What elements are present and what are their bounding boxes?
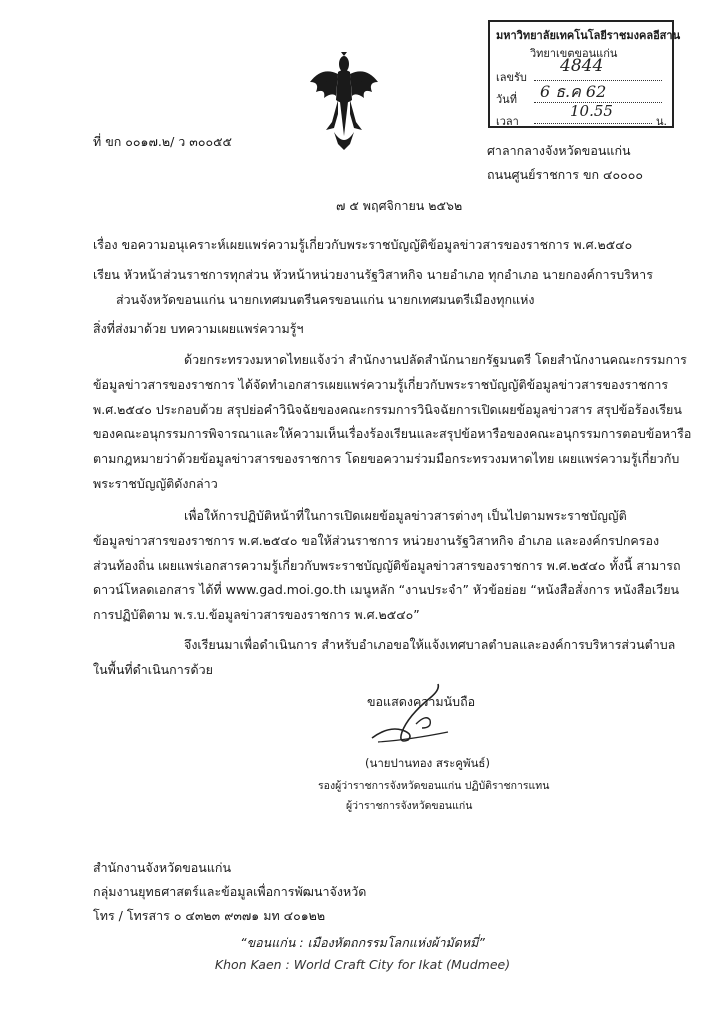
signer-title2: ผู้ว่าราชการจังหวัดขอนแก่น xyxy=(346,800,473,812)
stamp-time-label: เวลา xyxy=(496,115,519,128)
reference-number: ที่ ขก ๐๐๑๗.๒/ ว ๓๐๐๕๕ xyxy=(93,134,233,149)
receiving-stamp xyxy=(488,20,681,128)
letter-date: ๗ ๕ พฤศจิกายน ๒๕๖๒ xyxy=(336,198,463,213)
stamp-org: มหาวิทยาลัยเทคโนโลยีราชมงคลอีสาน xyxy=(496,29,681,42)
stamp-time-value: 10.55 xyxy=(570,102,613,120)
footer-division: กลุ่มงานยุทธศาสตร์และข้อมูลเพื่อการพัฒนาจังหวัด xyxy=(93,884,367,899)
para2-line: ดาวน์โหลดเอกสาร ได้ที่ www.gad.moi.go.th เมนูหลัก “งานประจำ” หัวข้อย่อย “หนังสือสั่งการ หนังสือเวียน xyxy=(93,582,680,597)
stamp-no-value: 4844 xyxy=(560,56,604,76)
para1-line: ตามกฎหมายว่าด้วยข้อมูลข่าวสารของราชการ โดยขอความร่วมมือกระทรวงมหาดไทย เผยแพร่ความรู้เกี่ยวกับ xyxy=(93,451,680,466)
subject: เรื่อง ขอความอนุเคราะห์เผยแพร่ความรู้เกี่ยวกับพระราชบัญญัติข้อมูลข่าวสารของราชการ พ.ศ.๒๕๔๐ xyxy=(93,237,633,252)
para1-line: ด้วยกระทรวงมหาดไทยแจ้งว่า สำนักงานปลัดสำนักนายกรัฐมนตรี โดยสำนักงานคณะกรรมการ xyxy=(184,352,687,367)
recipient-line1: เรียน หัวหน้าส่วนราชการทุกส่วน หัวหน้าหน่วยงานรัฐวิสาหกิจ นายอำเภอ ทุกอำเภอ นายกองค์การบริหาร xyxy=(93,267,653,282)
stamp-no-label: เลขรับ xyxy=(496,71,527,84)
footer-office: สำนักงานจังหวัดขอนแก่น xyxy=(93,860,232,875)
garuda-emblem-icon xyxy=(308,52,380,152)
closing: ขอแสดงความนับถือ xyxy=(367,694,476,709)
para2-line: เพื่อให้การปฏิบัติหน้าที่ในการเปิดเผยข้อมูลข่าวสารต่างๆ เป็นไปตามพระราชบัญญัติ xyxy=(184,508,627,523)
sender-address-line2: ถนนศูนย์ราชการ ขก ๔๐๐๐๐ xyxy=(487,167,644,182)
signer-title1: รองผู้ว่าราชการจังหวัดขอนแก่น ปฏิบัติราชการแทน xyxy=(318,780,550,792)
para3-line: ในพื้นที่ดำเนินการด้วย xyxy=(93,662,213,677)
para1-line: พระราชบัญญัติดังกล่าว xyxy=(93,476,218,491)
recipient-line2: ส่วนจังหวัดขอนแก่น นายกเทศมนตรีนครขอนแก่น นายกเทศมนตรีเมืองทุกแห่ง xyxy=(116,292,535,307)
para2-line: ส่วนท้องถิ่น เผยแพร่เอกสารความรู้เกี่ยวกับพระราชบัญญัติข้อมูลข่าวสารของราชการ พ.ศ.๒๕๔๐ ทั้งนี้ สามารถ xyxy=(93,558,681,573)
stamp-time-suffix: น. xyxy=(656,115,668,128)
para2-line: ข้อมูลข่าวสารของราชการ พ.ศ.๒๕๔๐ ขอให้ส่วนราชการ หน่วยงานรัฐวิสาหกิจ อำเภอ และองค์กรปกครอง xyxy=(93,533,660,548)
para1-line: ของคณะอนุกรรมการพิจารณาและให้ความเห็นเรื่องร้องเรียนและสรุปข้อหารือของคณะอนุกรรมการตอบข้อหารือ xyxy=(93,426,692,441)
para1-line: พ.ศ.๒๕๔๐ ประกอบด้วย สรุปย่อคำวินิจฉัยของคณะกรรมการวินิจฉัยการเปิดเผยข้อมูลข่าวสาร สรุปข้อร้องเรียน xyxy=(93,402,682,417)
signature-icon xyxy=(368,678,478,748)
sender-address-line1: ศาลากลางจังหวัดขอนแก่น xyxy=(487,143,631,158)
motto-thai: “ขอนแก่น : เมืองหัตถกรรมโลกแห่งผ้ามัดหมี่” xyxy=(240,935,485,950)
stamp-date-label: วันที่ xyxy=(496,93,517,106)
para1-line: ข้อมูลข่าวสารของราชการ ได้จัดทำเอกสารเผยแพร่ความรู้เกี่ยวกับพระราชบัญญัติข้อมูลข่าวสารของราชการ xyxy=(93,377,669,392)
stamp-time-line xyxy=(534,123,652,124)
signer-name: (นายปานทอง สระคูพันธ์) xyxy=(365,756,490,770)
enclosure: สิ่งที่ส่งมาด้วย บทความเผยแพร่ความรู้ฯ xyxy=(93,321,304,336)
stamp-campus: วิทยาเขตขอนแก่น xyxy=(530,47,618,60)
para2-line: การปฏิบัติตาม พ.ร.บ.ข้อมูลข่าวสารของราชการ พ.ศ.๒๕๔๐” xyxy=(93,607,420,622)
footer-phone: โทร / โทรสาร ๐ ๔๓๒๓ ๙๓๗๑ มท ๔๐๑๒๒ xyxy=(93,908,326,923)
motto-english: Khon Kaen : World Craft City for Ikat (Mudmee) xyxy=(214,957,511,972)
para3-line: จึงเรียนมาเพื่อดำเนินการ สำหรับอำเภอขอให้แจ้งเทศบาลตำบลและองค์การบริหารส่วนตำบล xyxy=(184,637,676,652)
stamp-date-value: 6 ธ.ค 62 xyxy=(540,82,607,101)
